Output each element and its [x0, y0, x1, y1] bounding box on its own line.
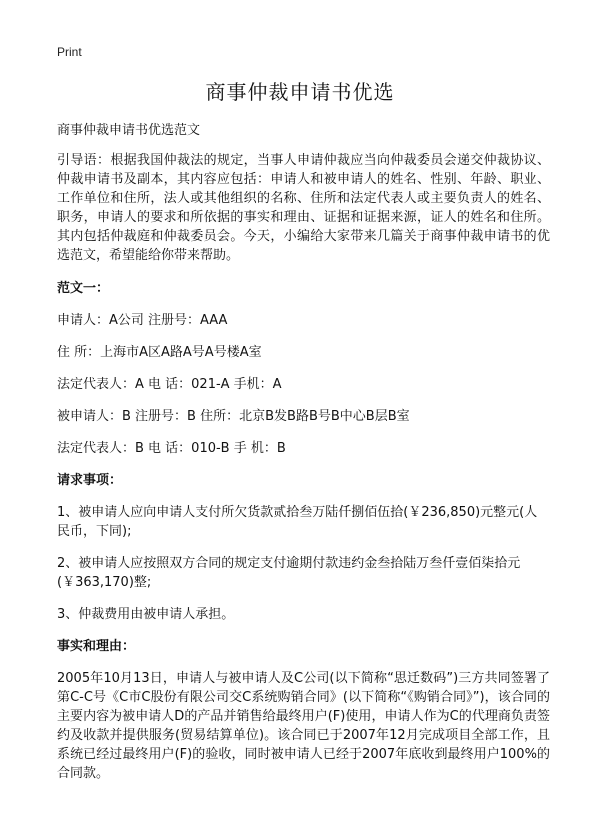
facts-paragraph: 2005年10月13日，申请人与被申请人及C公司(以下简称“思迁数码”)三方共同签署了第C-C号《C市C股份有限公司交C系统购销合同》(以下简称“《购销合同》”)，该合同的主要内容为被申请人D的产品并销售给最终用户(F)使用，申请人作为C的代理商负责签约及收款并提供服务(贸易结算单位)。该合同已于2007年12月完成项目全部工作，且系统已经过最终用户(F)的验收，同时被申请人已经于2007年底收到最终用户100%的合同款。 — [57, 671, 550, 781]
print-label: Print — [57, 45, 82, 59]
intro-paragraph: 引导语：根据我国仲裁法的规定，当事人申请仲裁应当向仲裁委员会递交仲裁协议、仲裁申请书及副本，其内容应包括：申请人和被申请人的姓名、性别、年龄、职业、工作单位和住所，法人或其他组织的名称、住所和法定代表人或主要负责人的姓名、职务，申请人的要求和所依据的事实和理由、证据和证据来源，证人的姓名和住所。其内包括仲裁庭和仲裁委员会。今天，小编给大家带来几篇关于商事仲裁申请书的优选范文，希望能给你带来帮助。 — [57, 153, 550, 263]
document-title: 商事仲裁申请书优选 — [205, 80, 395, 104]
claims-heading: 请求事项： — [57, 473, 123, 488]
respondent-representative-line: 法定代表人：B 电 话：010-B 手 机：B — [57, 441, 286, 456]
applicant-line: 申请人：A公司 注册号：AAA — [57, 313, 228, 328]
sample-heading: 范文一： — [57, 281, 110, 296]
claim-item: 2、被申请人应按照双方合同的规定支付逾期付款违约金叁拾陆万叁仟壹佰柒拾元(￥363,170)整; — [57, 556, 521, 590]
document-body — [57, 121, 550, 783]
applicant-representative-line: 法定代表人：A 电 话：021-A 手机：A — [57, 377, 282, 392]
respondent-line: 被申请人：B 注册号：B 住所：北京B发B路B号B中心B层B室 — [57, 409, 410, 424]
claim-item: 1、被申请人应向申请人支付所欠货款贰拾叁万陆仟捌佰伍拾(￥236,850)元整元(人民币，下同); — [57, 505, 538, 539]
facts-heading: 事实和理由： — [57, 639, 136, 654]
document-subtitle: 商事仲裁申请书优选范文 — [57, 123, 201, 138]
claim-item: 3、仲裁费用由被申请人承担。 — [57, 607, 235, 622]
address-line: 住 所：上海市A区A路A号A号楼A室 — [57, 345, 262, 360]
